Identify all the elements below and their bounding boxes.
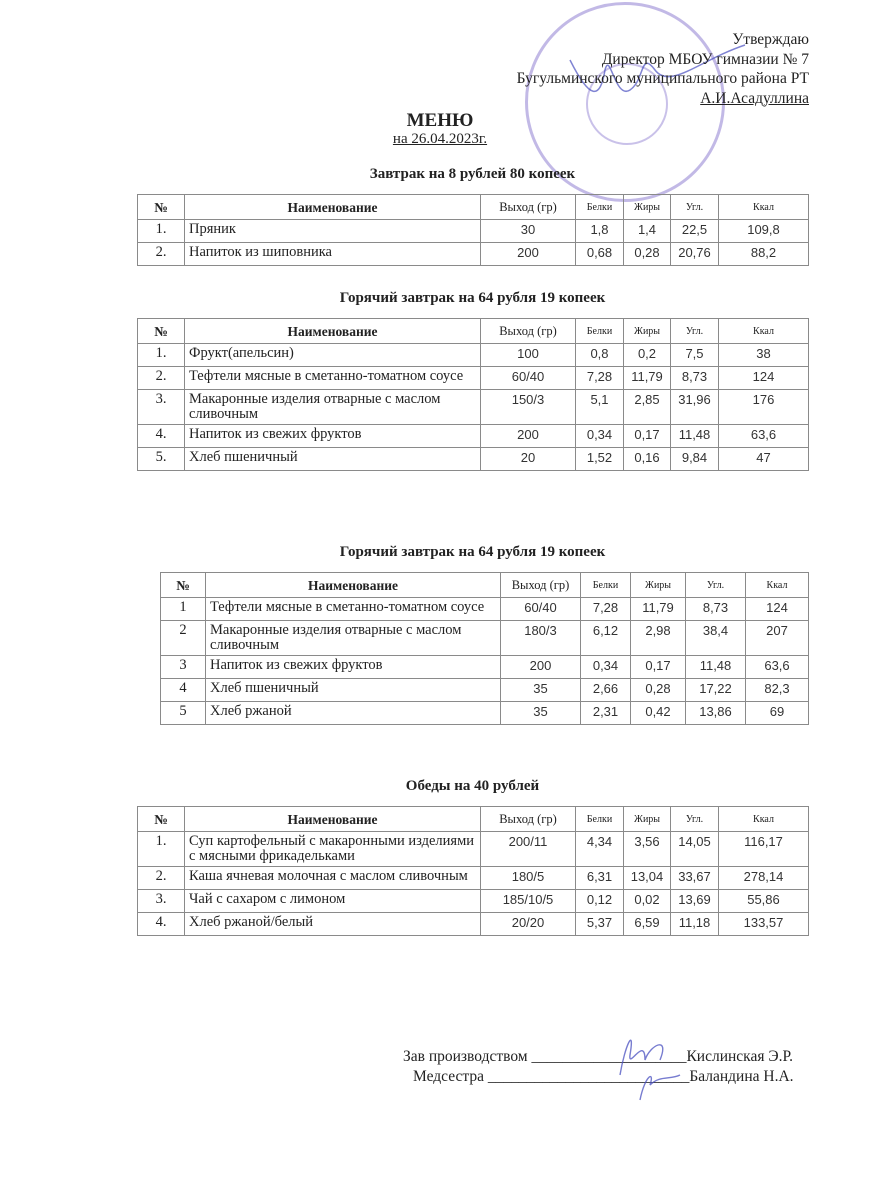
protein-cell: 6,12: [581, 621, 631, 656]
kcal-cell: 109,8: [719, 220, 809, 243]
fat-cell: 0,28: [631, 679, 686, 702]
signature-role: Медсестра: [413, 1068, 484, 1085]
portion-cell: 35: [501, 702, 581, 725]
row-number-cell: 1.: [138, 832, 185, 867]
kcal-cell: 207: [746, 621, 809, 656]
signature-role: Зав производством: [403, 1048, 528, 1065]
protein-cell: 2,66: [581, 679, 631, 702]
column-header: Угл.: [671, 807, 719, 832]
table-row: [161, 621, 809, 656]
menu-table: [160, 572, 809, 725]
portion-cell: 200: [481, 243, 576, 266]
portion-cell: 100: [481, 344, 576, 367]
protein-cell: 0,12: [576, 890, 624, 913]
carbs-cell: 8,73: [671, 367, 719, 390]
approval-line: Директор МБОУ гимназии № 7: [601, 50, 809, 68]
column-header: Белки: [576, 195, 624, 220]
table-row: [138, 344, 809, 367]
dish-name-cell: Макаронные изделия отварные с маслом сливочным: [206, 621, 501, 656]
fat-cell: 13,04: [624, 867, 671, 890]
portion-cell: 20: [481, 448, 576, 471]
dish-name-cell: Хлеб ржаной: [206, 702, 501, 725]
column-header: №: [161, 573, 206, 598]
carbs-cell: 11,18: [671, 913, 719, 936]
protein-cell: 7,28: [576, 367, 624, 390]
dish-name-cell: Тефтели мясные в сметанно-томатном соусе: [185, 367, 481, 390]
kcal-cell: 69: [746, 702, 809, 725]
row-number-cell: 3: [161, 656, 206, 679]
portion-cell: 200: [501, 656, 581, 679]
carbs-cell: 9,84: [671, 448, 719, 471]
portion-cell: 180/5: [481, 867, 576, 890]
fat-cell: 11,79: [624, 367, 671, 390]
dish-name-cell: Тефтели мясные в сметанно-томатном соусе: [206, 598, 501, 621]
table-header-row: [138, 195, 809, 220]
carbs-cell: 17,22: [686, 679, 746, 702]
kcal-cell: 55,86: [719, 890, 809, 913]
kcal-cell: 63,6: [719, 425, 809, 448]
approval-line: Бугульминского муниципального района РТ: [516, 70, 809, 87]
portion-cell: 20/20: [481, 913, 576, 936]
table-row: [138, 425, 809, 448]
column-header: №: [138, 807, 185, 832]
fat-cell: 2,85: [624, 390, 671, 425]
portion-cell: 30: [481, 220, 576, 243]
protein-cell: 5,37: [576, 913, 624, 936]
kcal-cell: 88,2: [719, 243, 809, 266]
portion-cell: 200: [481, 425, 576, 448]
approval-signer: А.И.Асадуллина: [700, 89, 809, 107]
kcal-cell: 82,3: [746, 679, 809, 702]
fat-cell: 6,59: [624, 913, 671, 936]
section-caption: Завтрак на 8 рублей 80 копеек: [369, 166, 576, 182]
column-header: Белки: [576, 319, 624, 344]
fat-cell: 3,56: [624, 832, 671, 867]
fat-cell: 11,79: [631, 598, 686, 621]
fat-cell: 0,17: [631, 656, 686, 679]
signature-line: __________________________: [487, 1068, 690, 1085]
column-header: Угл.: [671, 319, 719, 344]
column-header: Ккал: [719, 195, 809, 220]
fat-cell: 0,02: [624, 890, 671, 913]
table-row: [138, 367, 809, 390]
column-header: Жиры: [624, 195, 671, 220]
kcal-cell: 63,6: [746, 656, 809, 679]
column-header: Жиры: [624, 319, 671, 344]
carbs-cell: 11,48: [686, 656, 746, 679]
column-header: Жиры: [624, 807, 671, 832]
kcal-cell: 124: [719, 367, 809, 390]
kcal-cell: 133,57: [719, 913, 809, 936]
signature-line: ____________________: [531, 1048, 687, 1065]
carbs-cell: 22,5: [671, 220, 719, 243]
row-number-cell: 2: [161, 621, 206, 656]
dish-name-cell: Чай с сахаром с лимоном: [185, 890, 481, 913]
table-row: [138, 832, 809, 867]
portion-cell: 60/40: [501, 598, 581, 621]
handwritten-signatures: [600, 1015, 690, 1105]
table-row: [138, 390, 809, 425]
table-row: [138, 867, 809, 890]
table-row: [138, 243, 809, 266]
dish-name-cell: Каша ячневая молочная с маслом сливочным: [185, 867, 481, 890]
dish-name-cell: Пряник: [185, 220, 481, 243]
protein-cell: 6,31: [576, 867, 624, 890]
fat-cell: 0,42: [631, 702, 686, 725]
column-header: Ккал: [746, 573, 809, 598]
table-row: [138, 448, 809, 471]
dish-name-cell: Суп картофельный с макаронными изделиями с мясными фрикадельками: [185, 832, 481, 867]
carbs-cell: 38,4: [686, 621, 746, 656]
row-number-cell: 5: [161, 702, 206, 725]
row-number-cell: 3.: [138, 890, 185, 913]
column-header: Наименование: [185, 195, 481, 220]
fat-cell: 1,4: [624, 220, 671, 243]
fat-cell: 0,17: [624, 425, 671, 448]
row-number-cell: 5.: [138, 448, 185, 471]
row-number-cell: 1.: [138, 220, 185, 243]
table-header-row: [161, 573, 809, 598]
protein-cell: 0,34: [581, 656, 631, 679]
table-row: [138, 913, 809, 936]
column-header: Ккал: [719, 807, 809, 832]
protein-cell: 0,34: [576, 425, 624, 448]
fat-cell: 2,98: [631, 621, 686, 656]
table-header-row: [138, 807, 809, 832]
column-header: Угл.: [686, 573, 746, 598]
menu-table: [137, 194, 809, 266]
row-number-cell: 2.: [138, 867, 185, 890]
dish-name-cell: Хлеб ржаной/белый: [185, 913, 481, 936]
carbs-cell: 14,05: [671, 832, 719, 867]
dish-name-cell: Хлеб пшеничный: [206, 679, 501, 702]
approval-block: [517, 30, 809, 108]
table-row: [161, 679, 809, 702]
column-header: №: [138, 319, 185, 344]
fat-cell: 0,16: [624, 448, 671, 471]
row-number-cell: 4: [161, 679, 206, 702]
dish-name-cell: Макаронные изделия отварные с маслом сливочным: [185, 390, 481, 425]
signature-production-manager: [403, 1048, 793, 1066]
column-header: Белки: [576, 807, 624, 832]
fat-cell: 0,28: [624, 243, 671, 266]
section-caption: Обеды на 40 рублей: [405, 778, 540, 794]
carbs-cell: 11,48: [671, 425, 719, 448]
date-text: на 26.04.2023г.: [392, 131, 488, 147]
table-row: [138, 220, 809, 243]
kcal-cell: 278,14: [719, 867, 809, 890]
section-caption: Горячий завтрак на 64 рубля 19 копеек: [339, 544, 606, 560]
protein-cell: 0,68: [576, 243, 624, 266]
carbs-cell: 33,67: [671, 867, 719, 890]
protein-cell: 7,28: [581, 598, 631, 621]
column-header: Выход (гр): [481, 195, 576, 220]
portion-cell: 150/3: [481, 390, 576, 425]
table-header-row: [138, 319, 809, 344]
portion-cell: 180/3: [501, 621, 581, 656]
signature-name: Баландина Н.А.: [689, 1068, 794, 1085]
portion-cell: 185/10/5: [481, 890, 576, 913]
protein-cell: 4,34: [576, 832, 624, 867]
carbs-cell: 31,96: [671, 390, 719, 425]
column-header: Наименование: [206, 573, 501, 598]
column-header: Наименование: [185, 807, 481, 832]
table-row: [161, 702, 809, 725]
kcal-cell: 116,17: [719, 832, 809, 867]
column-header: №: [138, 195, 185, 220]
kcal-cell: 47: [719, 448, 809, 471]
row-number-cell: 2.: [138, 367, 185, 390]
column-header: Выход (гр): [481, 319, 576, 344]
kcal-cell: 124: [746, 598, 809, 621]
carbs-cell: 13,69: [671, 890, 719, 913]
dish-name-cell: Напиток из свежих фруктов: [206, 656, 501, 679]
dish-name-cell: Напиток из шиповника: [185, 243, 481, 266]
column-header: Выход (гр): [501, 573, 581, 598]
page-title: МЕНЮ: [406, 110, 474, 131]
column-header: Выход (гр): [481, 807, 576, 832]
table-row: [161, 656, 809, 679]
fat-cell: 0,2: [624, 344, 671, 367]
carbs-cell: 8,73: [686, 598, 746, 621]
kcal-cell: 38: [719, 344, 809, 367]
row-number-cell: 3.: [138, 390, 185, 425]
section-caption: Горячий завтрак на 64 рубля 19 копеек: [339, 290, 606, 306]
signature-name: Кислинская Э.Р.: [686, 1048, 794, 1065]
column-header: Наименование: [185, 319, 481, 344]
dish-name-cell: Хлеб пшеничный: [185, 448, 481, 471]
row-number-cell: 4.: [138, 425, 185, 448]
protein-cell: 2,31: [581, 702, 631, 725]
menu-date: [360, 131, 520, 148]
column-header: Угл.: [671, 195, 719, 220]
column-header: Жиры: [631, 573, 686, 598]
protein-cell: 1,52: [576, 448, 624, 471]
portion-cell: 200/11: [481, 832, 576, 867]
row-number-cell: 4.: [138, 913, 185, 936]
protein-cell: 5,1: [576, 390, 624, 425]
menu-table: [137, 318, 809, 471]
portion-cell: 60/40: [481, 367, 576, 390]
carbs-cell: 13,86: [686, 702, 746, 725]
protein-cell: 0,8: [576, 344, 624, 367]
kcal-cell: 176: [719, 390, 809, 425]
carbs-cell: 20,76: [671, 243, 719, 266]
protein-cell: 1,8: [576, 220, 624, 243]
table-row: [161, 598, 809, 621]
approval-line: Утверждаю: [732, 31, 809, 48]
row-number-cell: 1: [161, 598, 206, 621]
menu-table: [137, 806, 809, 936]
portion-cell: 35: [501, 679, 581, 702]
carbs-cell: 7,5: [671, 344, 719, 367]
dish-name-cell: Фрукт(апельсин): [185, 344, 481, 367]
table-row: [138, 890, 809, 913]
dish-name-cell: Напиток из свежих фруктов: [185, 425, 481, 448]
column-header: Белки: [581, 573, 631, 598]
row-number-cell: 1.: [138, 344, 185, 367]
column-header: Ккал: [719, 319, 809, 344]
row-number-cell: 2.: [138, 243, 185, 266]
